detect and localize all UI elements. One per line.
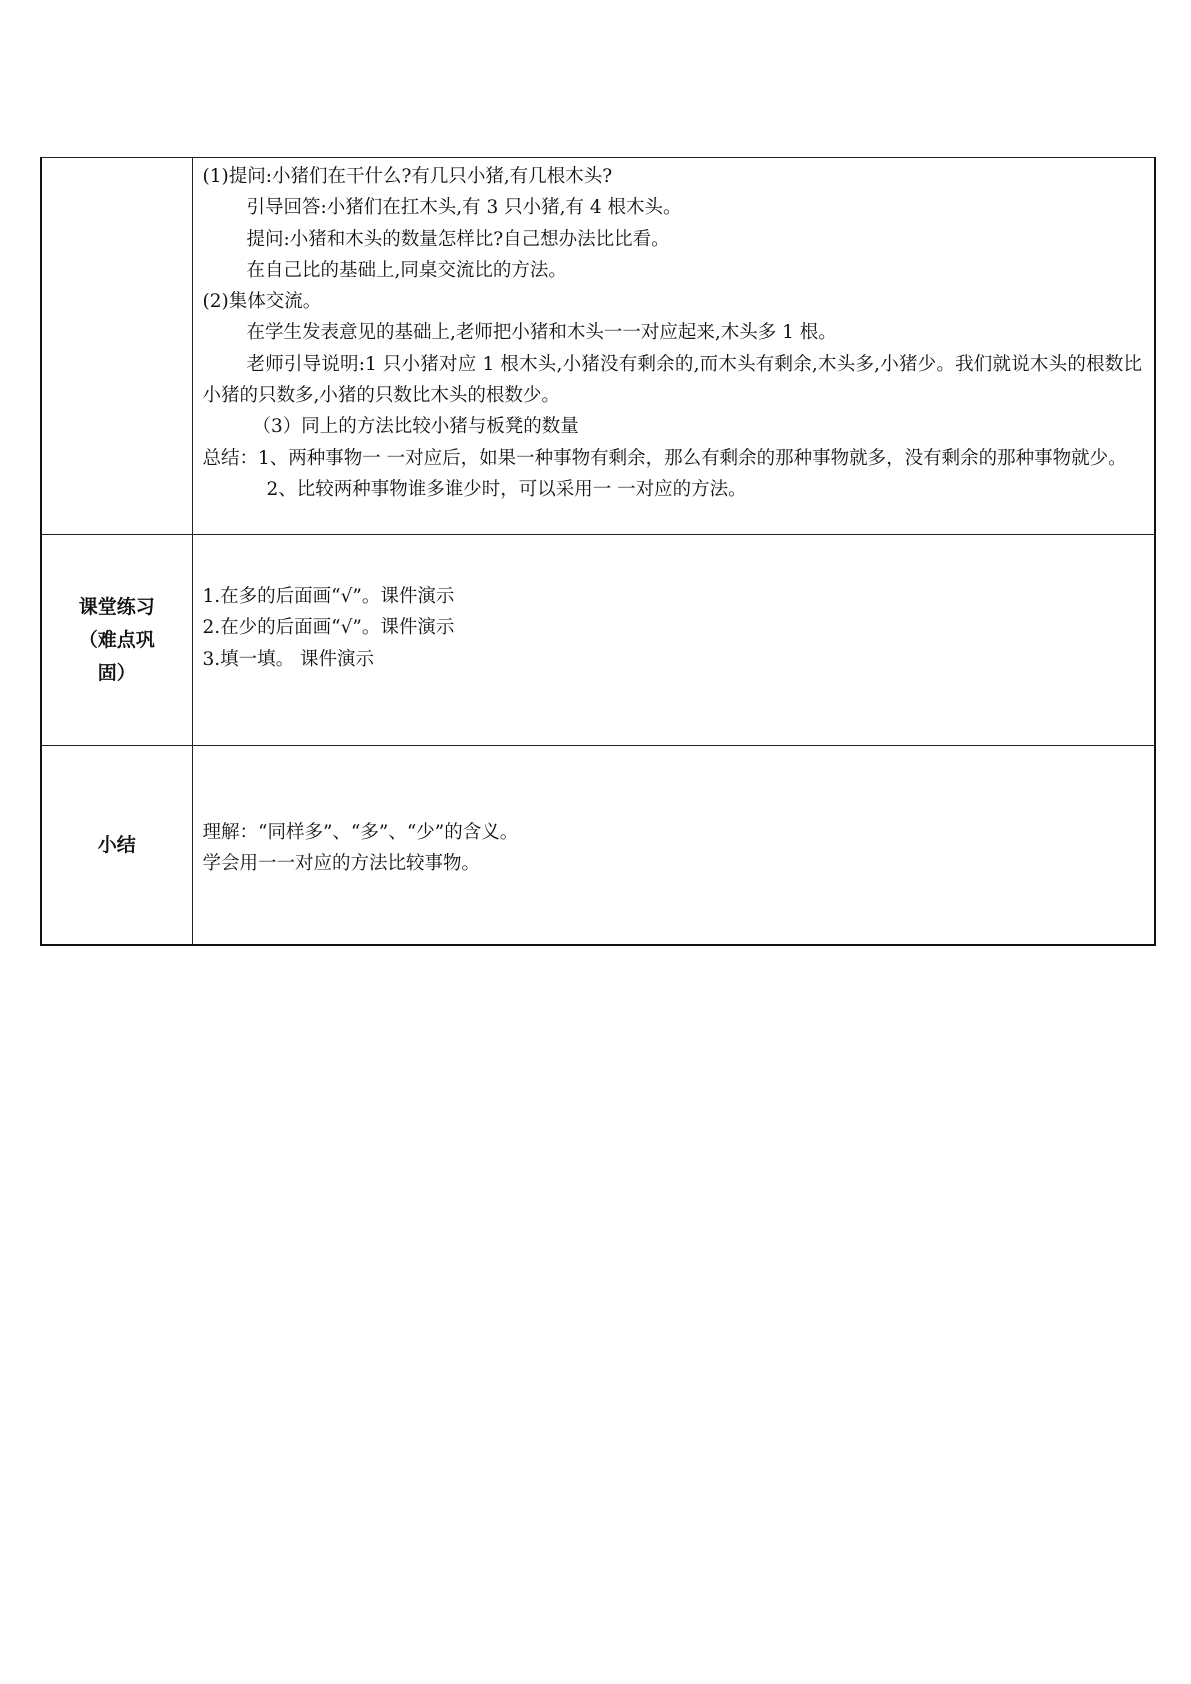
content-paragraph: 老师引导说明:1 只小猪对应 1 根木头,小猪没有剩余的,而木头有剩余,木头多,小猪少。我们就说木头的根数比小猪的只数多,小猪的只数比木头的根数少。 [202, 353, 1142, 407]
content-line: 提问:小猪和木头的数量怎样比?自己想办法比比看。 [246, 228, 670, 250]
content-line: 学会用一一对应的方法比较事物。 [202, 853, 481, 875]
content-line: （3）同上的方法比较小猪与板凳的数量 [252, 416, 579, 438]
content-line: 引导回答:小猪们在扛木头,有 3 只小猪,有 4 根木头。 [246, 197, 682, 219]
content-line: 2、比较两种事物谁多谁少时，可以采用一 一对应的方法。 [266, 478, 747, 500]
row-content-classroom-practice [192, 535, 1155, 746]
table-row-summary [41, 746, 1155, 946]
row-label-empty [41, 158, 192, 535]
content-line: 理解：“同样多”、“多”、“少”的含义。 [202, 822, 519, 843]
label-line: 固） [97, 661, 136, 684]
label-line: 课堂练习 [78, 595, 155, 618]
row-content-teaching-process [192, 158, 1155, 535]
content-line: 在自己比的基础上,同桌交流比的方法。 [246, 259, 567, 281]
lesson-plan-table [40, 157, 1156, 946]
row-label-summary: 小结 [41, 746, 192, 946]
row-label-classroom-practice [41, 535, 192, 746]
label-line: （难点巩 [78, 628, 155, 651]
table-row-classroom-practice [41, 535, 1155, 746]
content-line: 1.在多的后面画“√”。课件演示 [202, 586, 455, 607]
content-line: 2.在少的后面画“√”。课件演示 [202, 617, 455, 639]
content-line: (1)提问:小猪们在干什么?有几只小猪,有几根木头? [202, 166, 613, 187]
content-line: (2)集体交流。 [202, 291, 322, 313]
table-row-teaching-process [41, 158, 1155, 535]
summary-paragraph: 总结：1、两种事物一 一对应后，如果一种事物有剩余，那么有剩余的那种事物就多，没有剩余的那种事物就少。 [202, 447, 1127, 469]
content-line: 在学生发表意见的基础上,老师把小猪和木头一一对应起来,木头多 1 根。 [246, 322, 837, 344]
content-line: 3.填一填。 课件演示 [202, 648, 375, 670]
row-content-summary [192, 746, 1155, 946]
